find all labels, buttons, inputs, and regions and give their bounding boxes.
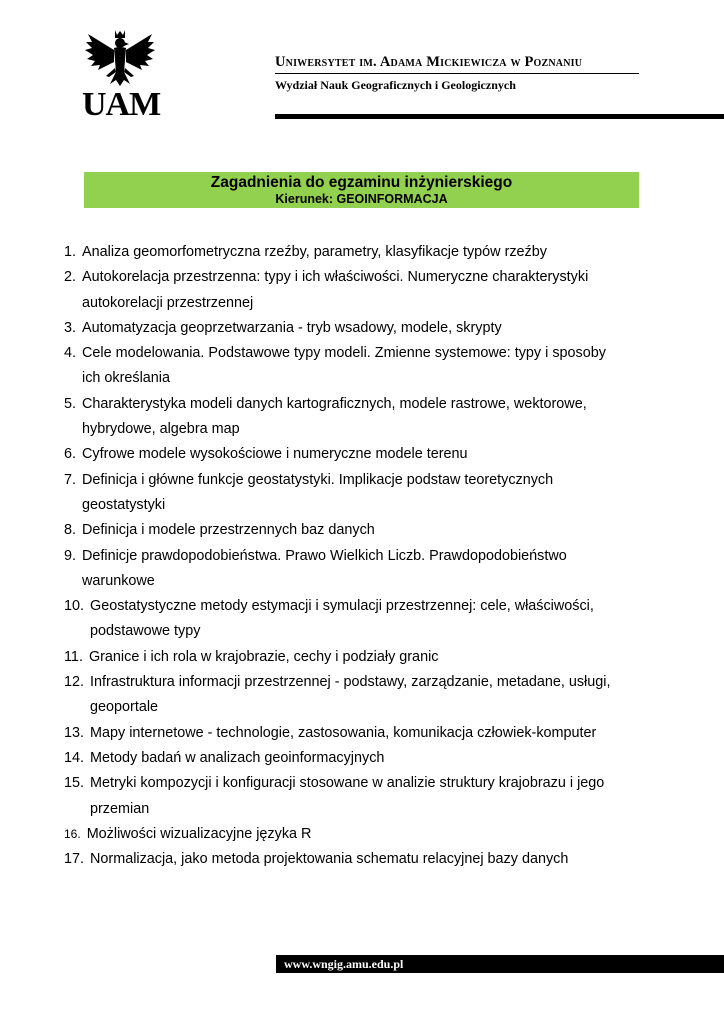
- page-title: Zagadnienia do egzaminu inżynierskiego: [210, 174, 513, 191]
- item-text: Cyfrowe modele wysokościowe i numeryczne modele terenu: [82, 446, 468, 463]
- list-item: [64, 771, 624, 822]
- item-number: 1.: [64, 244, 77, 260]
- item-text: Autokorelacja przestrzenna: typy i ich właściwości. Numeryczne charakterystyki autokorelacji przestrzennej: [82, 269, 589, 311]
- eagle-emblem-icon: [82, 28, 158, 88]
- item-text: Możliwości wizualizacyjne języka R: [86, 825, 312, 842]
- item-text: Metryki kompozycji i konfiguracji stosowane w analizie struktury krajobrazu i jego przemian: [90, 775, 605, 817]
- list-item: [64, 544, 624, 595]
- item-text: Granice i ich rola w krajobrazie, cechy i podziały granic: [88, 648, 439, 665]
- list-item: [64, 240, 624, 265]
- logo-text: UAM: [82, 86, 161, 123]
- university-name: Uniwersytet im. Adama Mickiewicza w Poznaniu: [275, 54, 583, 70]
- item-number: 10.: [64, 598, 85, 615]
- item-number: 2.: [64, 269, 77, 286]
- item-number: 11.: [64, 648, 83, 665]
- item-number: 3.: [64, 319, 77, 336]
- faculty-name: Wydział Nauk Geograficznych i Geologicznych: [275, 78, 516, 92]
- item-number: 12.: [64, 674, 85, 691]
- item-number: 16.: [64, 826, 81, 841]
- item-number: 15.: [64, 775, 85, 792]
- item-number: 9.: [64, 547, 77, 564]
- item-text: Mapy internetowe - technologie, zastosowania, komunikacja człowiek-komputer: [90, 724, 597, 741]
- list-item: [64, 746, 624, 771]
- item-text: Charakterystyka modeli danych kartograficznych, modele rastrowe, wektorowe, hybrydowe, algebra map: [82, 395, 587, 438]
- header-divider: [275, 114, 724, 119]
- item-number: 4.: [64, 345, 77, 362]
- list-item: [64, 265, 624, 316]
- list-item: [64, 847, 624, 872]
- item-text: Normalizacja, jako metoda projektowania schematu relacyjnej bazy danych: [90, 851, 569, 868]
- item-text: Automatyzacja geoprzetwarzania - tryb wsadowy, modele, skrypty: [82, 319, 502, 336]
- list-item: [64, 518, 624, 543]
- item-number: 13.: [64, 724, 85, 741]
- list-item: [64, 468, 624, 519]
- list-item: [64, 645, 624, 670]
- item-text: Metody badań w analizach geoinformacyjnych: [90, 749, 385, 766]
- item-number: 8.: [64, 522, 77, 539]
- item-number: 17.: [64, 851, 85, 868]
- page-subtitle: Kierunek: GEOINFORMACJA: [275, 192, 448, 206]
- item-text: Definicja i główne funkcje geostatystyki. Implikacje podstaw teoretycznych geostatystyki: [82, 471, 554, 513]
- university-underline: [275, 73, 639, 74]
- title-banner: [84, 172, 639, 208]
- item-text: Definicja i modele przestrzennych baz danych: [82, 522, 375, 539]
- list-item: [64, 341, 624, 392]
- footer-bar: [276, 955, 724, 973]
- list-item: [64, 392, 624, 443]
- item-number: 7.: [64, 471, 77, 488]
- list-item: [64, 822, 624, 847]
- item-text: Definicje prawdopodobieństwa. Prawo Wielkich Liczb. Prawdopodobieństwo warunkowe: [82, 547, 567, 589]
- topics-list: [64, 240, 624, 872]
- footer-url: www.wngig.amu.edu.pl: [284, 957, 404, 971]
- list-item: [64, 721, 624, 746]
- list-item: [64, 316, 624, 341]
- list-item: [64, 670, 624, 721]
- item-number: 5.: [64, 395, 77, 412]
- item-text: Analiza geomorfometryczna rzeźby, parametry, klasyfikacje typów rzeźby: [82, 244, 547, 260]
- list-item: [64, 442, 624, 467]
- uam-logo: [82, 28, 161, 124]
- item-number: 6.: [64, 446, 77, 463]
- item-text: Geostatystyczne metody estymacji i symulacji przestrzennej: cele, właściwości, podstawowe typy: [90, 598, 594, 640]
- list-item: [64, 594, 624, 645]
- item-text: Infrastruktura informacji przestrzennej - podstawy, zarządzanie, metadane, usługi, geoportale: [90, 674, 611, 716]
- item-text: Cele modelowania. Podstawowe typy modeli. Zmienne systemowe: typy i sposoby ich określania: [82, 345, 606, 387]
- item-number: 14.: [64, 749, 85, 766]
